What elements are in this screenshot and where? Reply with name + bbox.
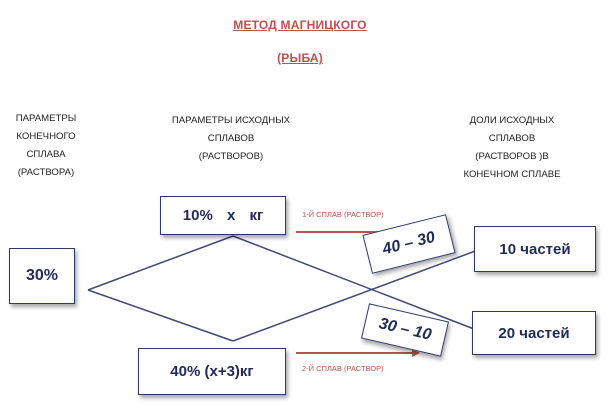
difference-2-box: 30 – 10: [361, 303, 449, 357]
header-shares-line: СПЛАВОВ: [488, 133, 536, 144]
final-percent-box: 30%: [9, 248, 75, 304]
header-source-line: (РАСТВОРОВ): [198, 151, 264, 162]
header-shares-line: (РАСТВОРОВ )В: [475, 151, 549, 162]
arrow-label-alloy-2: 2-Й СПЛАВ (РАСТВОР): [302, 364, 384, 373]
header-source-line: СПЛАВОВ: [207, 133, 255, 144]
header-final-line: (РАСТВОРА): [17, 167, 75, 178]
header-final-line: СПЛАВА: [26, 149, 66, 160]
header-source-line: ПАРАМЕТРЫ ИСХОДНЫХ: [171, 115, 291, 126]
header-shares-line: ДОЛИ ИСХОДНЫХ: [469, 115, 555, 126]
header-final-line: КОНЕЧНОГО: [16, 131, 76, 142]
page-subtitle: (РЫБА): [277, 51, 323, 65]
share-2-box: 20 частей: [472, 311, 596, 355]
header-final-line: ПАРАМЕТРЫ: [15, 113, 77, 124]
alloy-1-box: 10% х кг: [160, 196, 286, 235]
share-1-box: 10 частей: [474, 226, 596, 272]
alloy-2-box: 40% (х+3)кг: [138, 348, 286, 395]
arrow-label-alloy-1: 1-Й СПЛАВ (РАСТВОР): [302, 210, 384, 219]
fish-lower-left-line: [88, 290, 233, 341]
header-shares-line: КОНЕЧНОМ СПЛАВЕ: [463, 169, 561, 180]
page-title: МЕТОД МАГНИЦКОГО: [233, 18, 367, 32]
difference-1-box: 40 – 30: [362, 214, 455, 274]
fish-upper-left-line: [88, 236, 233, 290]
